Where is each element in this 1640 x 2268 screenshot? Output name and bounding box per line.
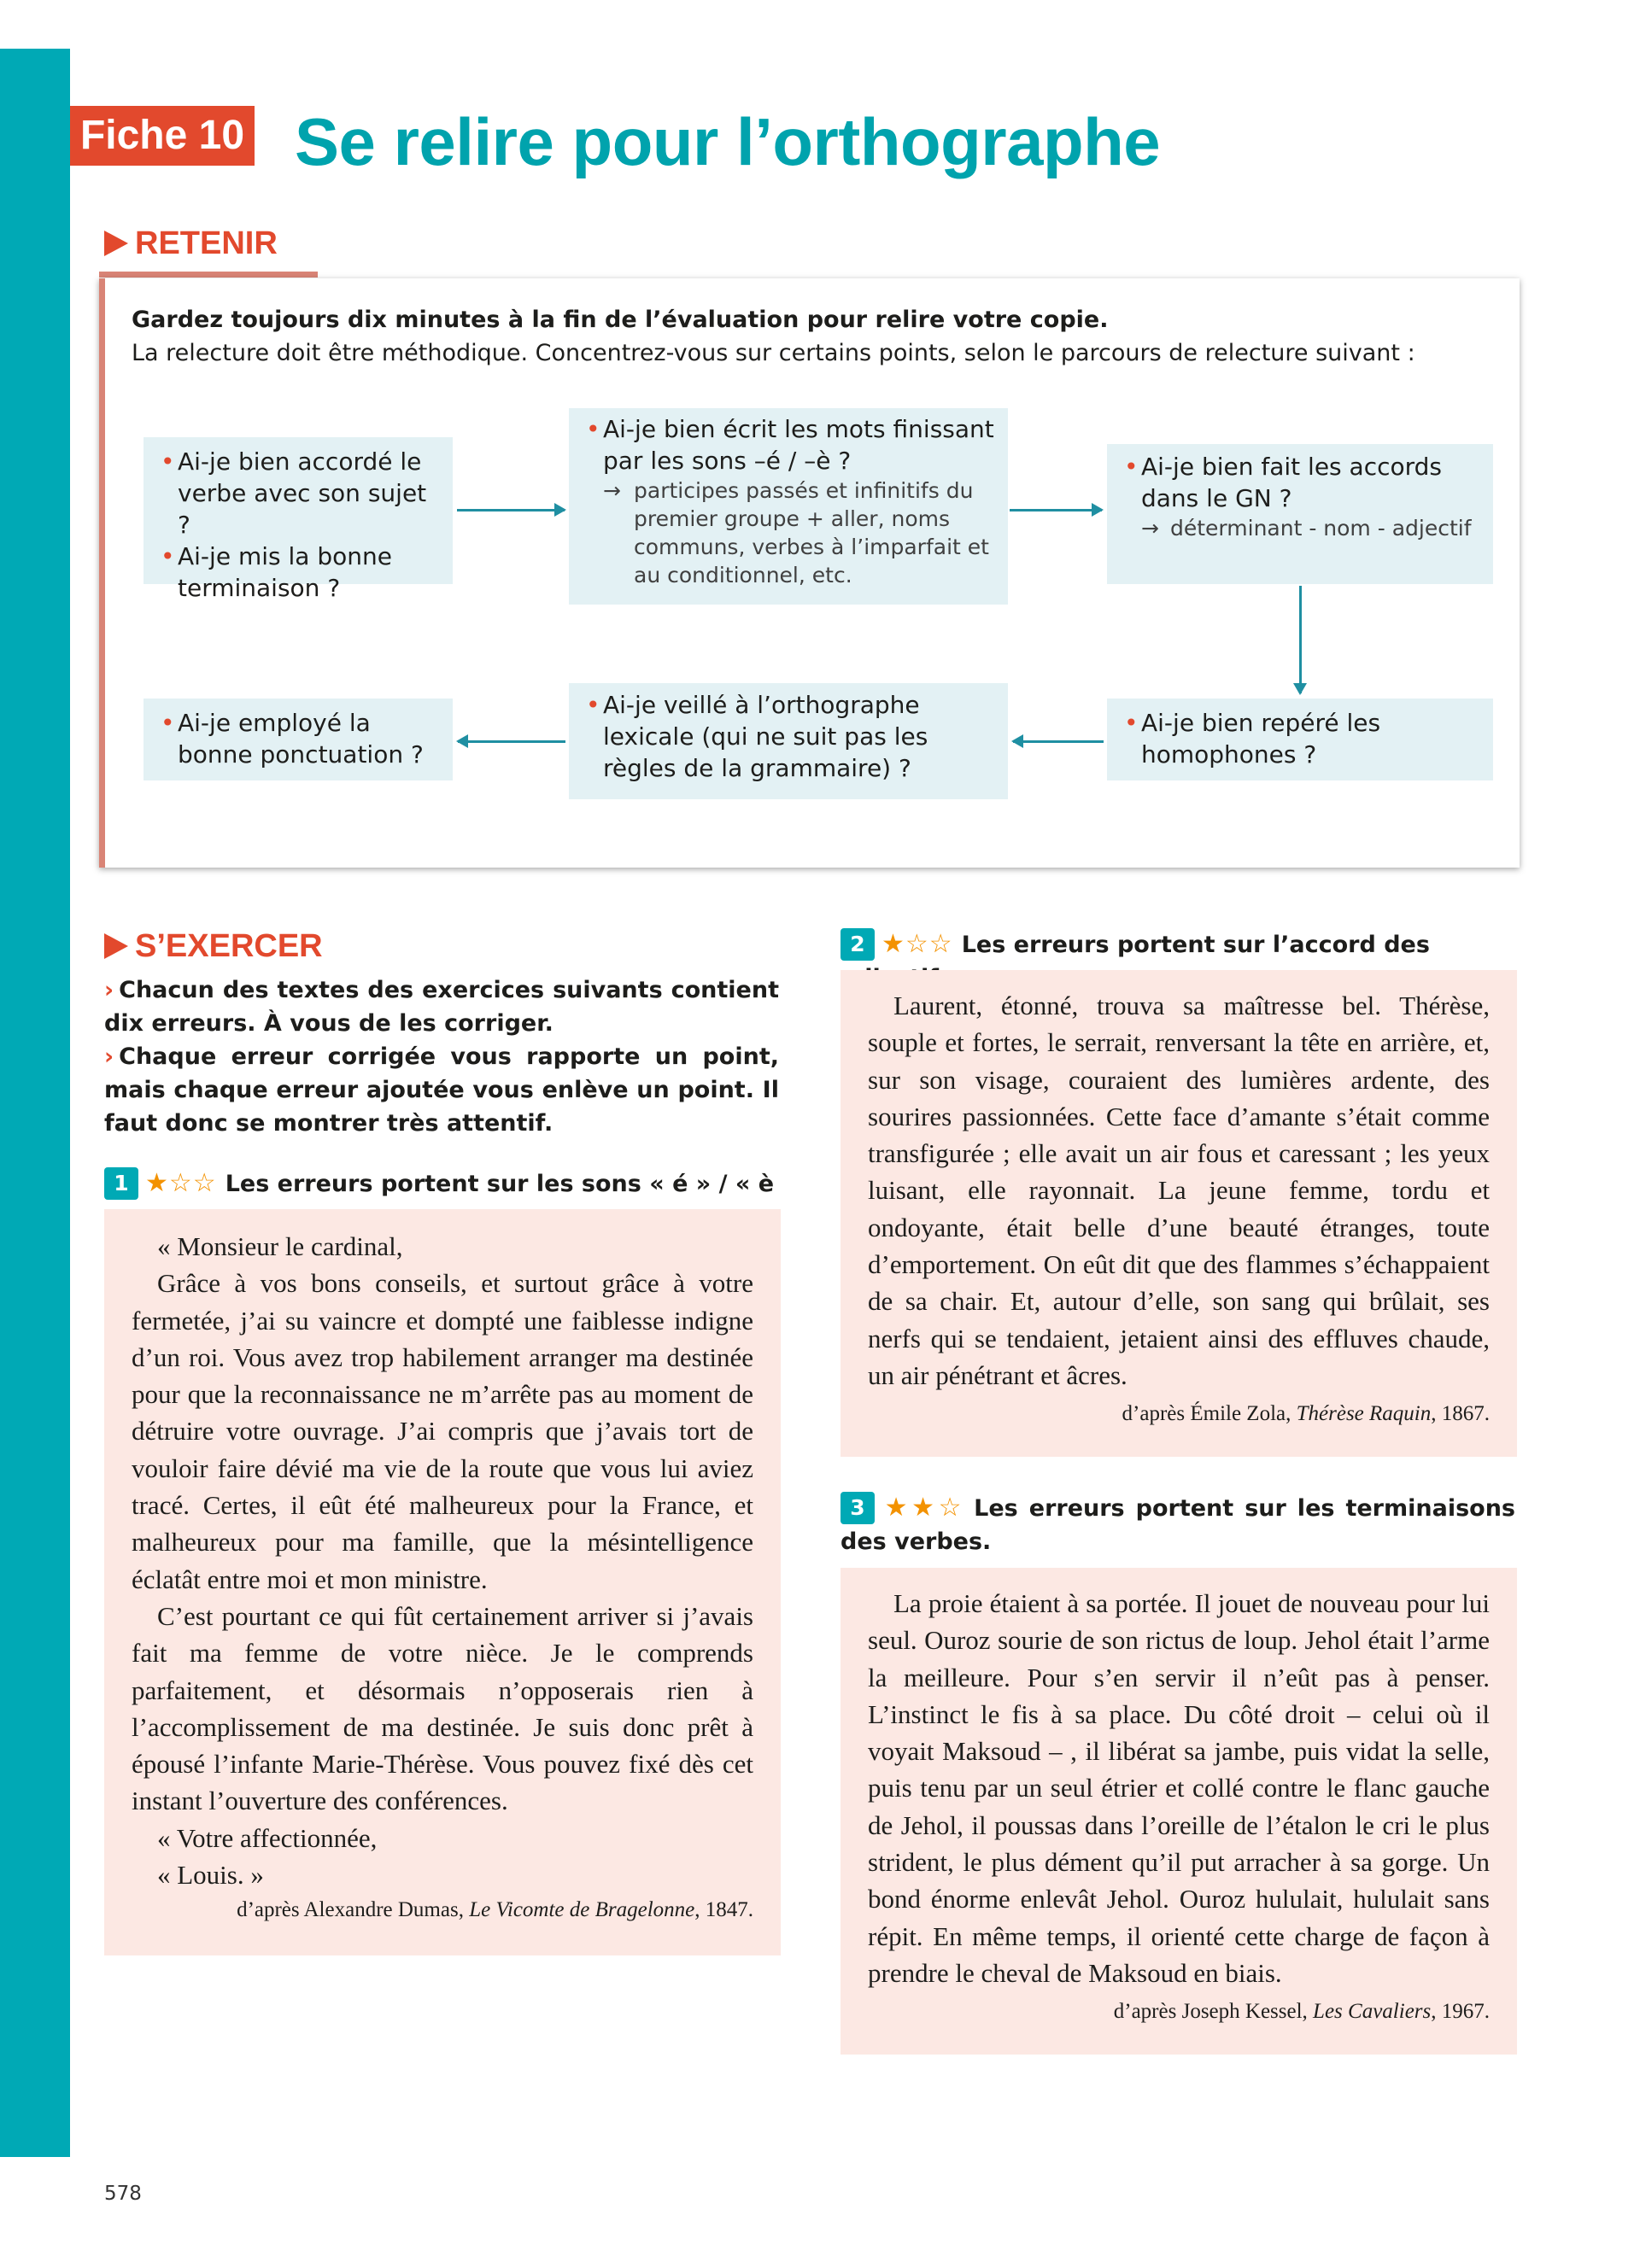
- flow-arrow: [1013, 740, 1104, 743]
- difficulty-stars-icon: ★★☆: [882, 1493, 966, 1523]
- arrow-right-icon: →: [603, 478, 621, 503]
- exercise-3-heading: [840, 1491, 1515, 1558]
- instruction-item: › Chacun des textes des exercices suivants contient dix erreurs. À vous de les corriger.: [104, 977, 779, 1037]
- flow-question: • Ai-je bien repéré les homophones ?: [1124, 707, 1481, 770]
- difficulty-stars-icon: ★☆☆: [145, 1168, 217, 1198]
- flow-box-punctuation: [144, 699, 453, 780]
- retenir-heading: RETENIR: [104, 224, 278, 263]
- exercise-paragraph: Grâce à vos bons conseils, et surtout grâce à votre fermetée, j’ai su vaincre et dompté une faiblesse indigne d’un roi. Vous avez trop habilement arranger ma destinée pour que la reconnaissance ne m’arrête pas au moment de détruire votre ouvrage. J’ai compris que j’avais tort de vouloir faire dévié ma vie de la route que vous lui aviez tracé. Certes, il eût été malheureux pour la France, et malheureux pour ma famille, que la mésintelligence éclatât entre moi et mon ministre.: [132, 1268, 753, 1594]
- flow-question: • Ai-je mis la bonne terminaison ?: [161, 541, 441, 604]
- exercise-1-box: [104, 1209, 781, 1955]
- triangle-icon: [104, 231, 128, 256]
- exercise-paragraph: C’est pourtant ce qui fût certainement arriver si j’avais fait ma femme de votre nièce. Je le comprends parfaitement, et désormais n’opposerais rien à l’accomplissement de ma destinée. Je suis donc prêt à épousé l’infante Marie-Thérèse. Vous pouvez fixé dès cet instant l’ouverture des conférences.: [132, 1600, 753, 1816]
- retenir-underline: [99, 272, 318, 278]
- arrow-right-icon: →: [1141, 516, 1159, 541]
- retenir-intro-text: La relecture doit être méthodique. Concentrez-vous sur certains points, selon le parcours de relecture suivant :: [132, 340, 1415, 366]
- exercise-number: 3: [840, 1492, 875, 1524]
- flow-box-gn-agreement: [1107, 444, 1493, 584]
- flow-subnote: → participes passés et infinitifs du premier groupe + aller, noms communs, verbes à l’imparfait et au conditionnel, etc.: [603, 478, 989, 587]
- retenir-intro: [132, 303, 1481, 370]
- exercise-title: Les erreurs portent sur l’accord des: [961, 932, 1430, 958]
- exercise-source: d’après Joseph Kessel, Les Cavaliers, 1967.: [1113, 2000, 1490, 2024]
- exercise-source: d’après Alexandre Dumas, Le Vicomte de Bragelonne, 1847.: [237, 1898, 753, 1922]
- flow-box-e-sounds: [569, 408, 1008, 605]
- chevron-icon: ›: [104, 1043, 114, 1070]
- fiche-badge: Fiche 10: [70, 106, 255, 166]
- flow-question: • Ai-je veillé à l’orthographe lexicale (qui ne suit pas les règles de la grammaire) ?: [586, 689, 996, 784]
- side-color-bar: [0, 49, 70, 2157]
- retenir-intro-bold: Gardez toujours dix minutes à la fin de l’évaluation pour relire votre copie.: [132, 307, 1109, 333]
- exercise-number: 2: [840, 928, 875, 961]
- exercise-paragraph: « Monsieur le cardinal,: [157, 1231, 403, 1261]
- exercise-instructions: [104, 973, 779, 1140]
- flow-box-homophones: [1107, 699, 1493, 780]
- exercise-paragraph: « Louis. »: [157, 1860, 264, 1891]
- exercise-paragraph: Laurent, étonné, trouva sa maîtresse bel. Thérèse, souple et fortes, le serrait, renversant la tête en arrière, et, sur son visage, couraient des lumières ardente, des sourires passionnées. Cette face d’amante s’était comme transfigurée ; elle avait un air fous et caressant ; les yeux luisant, elle rayonnait. La jeune femme, tordu et ondoyante, était belle d’une beauté étranges, toute d’emportement. On eût dit que des flammes s’échappaient de sa chair. Et, autour d’elle, son sang qui brûlait, ses nerfs qui se tendaient, jetaient ainsi des effluves chaude, un air pénétrant et âcres.: [868, 991, 1490, 1390]
- flow-arrow: [1010, 509, 1102, 511]
- exercise-number: 1: [104, 1167, 138, 1200]
- flow-arrow: [457, 509, 565, 511]
- page-number: 578: [104, 2183, 142, 2205]
- flow-question: • Ai-je bien écrit les mots finissant par les sons –é / –è ?: [586, 413, 996, 476]
- chevron-icon: ›: [104, 977, 114, 1003]
- exercise-title: Les erreurs portent sur les terminaisons des verbes.: [840, 1495, 1515, 1555]
- difficulty-stars-icon: ★☆☆: [882, 929, 953, 959]
- triangle-icon: [104, 933, 128, 959]
- instruction-item: › Chaque erreur corrigée vous rapporte un point, mais chaque erreur ajoutée vous enlève un point. Il faut donc se montrer très attentif.: [104, 1043, 779, 1137]
- flow-arrow: [1299, 586, 1302, 693]
- exercise-2-box: [840, 970, 1517, 1457]
- exercise-title: Les erreurs portent sur les sons « é » / « è: [225, 1171, 775, 1197]
- flow-question: • Ai-je employé la bonne ponctuation ?: [161, 707, 441, 770]
- page-title: Se relire pour l’orthographe: [295, 104, 1161, 179]
- exercise-3-box: [840, 1568, 1517, 2055]
- flow-box-lexical: [569, 683, 1008, 799]
- exercise-paragraph: La proie étaient à sa portée. Il jouet de nouveau pour lui seul. Ouroz sourie de son rictus de loup. Jehol était l’arme la meilleure. Pour s’en servir il n’eût pas à penser. L’instinct le fis à sa place. Du côté droit – celui où il voyait Maksoud – , il libérat sa jambe, puis vidat la selle, puis tenu par un seul étrier et collé contre le flanc gauche de Jehol, il poussas dans l’oreille de l’étalon le cri le plus strident, le plus dément qu’il put arracher à sa gorge. Un bond énorme enlevât Jehol. Ouroz hululait, hululait sans répit. En même temps, il orienté cette charge de façon à prendre le cheval de Maksoud en biais.: [868, 1588, 1490, 1988]
- sexercer-heading: S’EXERCER: [104, 926, 323, 966]
- exercise-source: d’après Émile Zola, Thérèse Raquin, 1867.: [1122, 1402, 1490, 1426]
- flow-arrow: [458, 740, 565, 743]
- exercise-paragraph: « Votre affectionnée,: [157, 1822, 378, 1853]
- flow-box-verb-agreement: [144, 437, 453, 602]
- flow-question: • Ai-je bien fait les accords dans le GN ?: [1124, 451, 1481, 514]
- flow-question: • Ai-je bien accordé le verbe avec son sujet ?: [161, 446, 441, 541]
- flow-subnote: → déterminant - nom - adjectif: [1141, 516, 1472, 541]
